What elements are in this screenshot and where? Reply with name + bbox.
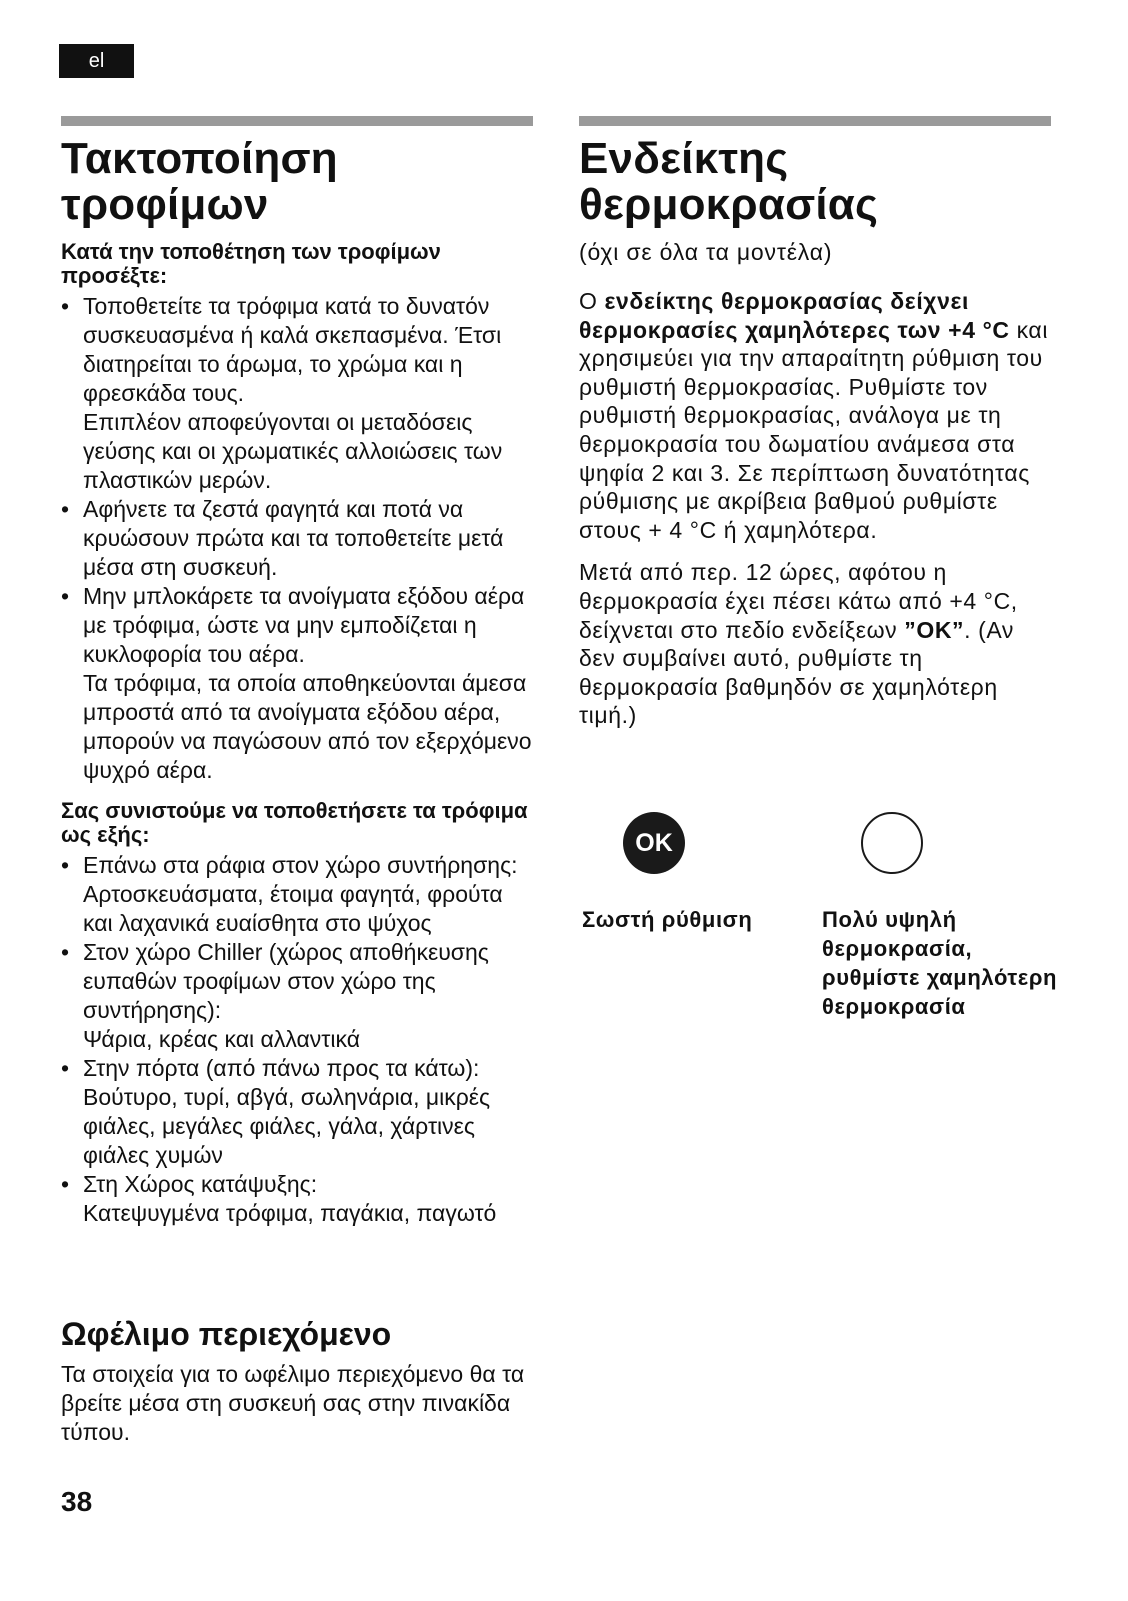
language-tab: el [59, 44, 134, 78]
para-text: Μετά από περ. 12 ώρες, αφότου η θερμοκρασία έχει πέσει κάτω από +4 °C, δείχνεται στο πεδίο ενδείξεων [579, 559, 1018, 643]
title-line: Ενδείκτης [579, 134, 789, 183]
list-item [61, 851, 533, 938]
lead-text: Κατά την τοποθέτηση των τροφίμων προσέξτε: [61, 239, 441, 288]
list-item-main: • Επάνω στα ράφια στον χώρο συντήρησης: [83, 852, 518, 878]
caption-correct-setting: Σωστή ρύθμιση [582, 907, 753, 932]
list-item-main: • Αφήνετε τα ζεστά φαγητά και ποτά να κρυώσουν πρώτα και τα τοποθετείτε μετά μέσα στη συσκευή. [83, 496, 504, 580]
title-line: Τακτοποίηση [61, 134, 338, 183]
list-item-extra: Κατεψυγμένα τρόφιμα, παγάκια, παγωτό [83, 1200, 497, 1226]
list-item-extra: Αρτοσκευάσματα, έτοιμα φαγητά, φρούτα και λαχανικά ευαίσθητα στο ψύχος [83, 881, 503, 936]
list-item-main: • Τοποθετείτε τα τρόφιμα κατά το δυνατόν συσκευασμένα ή καλά σκεπασμένα. Έτσι διατηρείται το άρωμα, το χρώμα και η φρεσκάδα τους. [83, 293, 502, 406]
empty-indicator-icon [861, 812, 923, 874]
placement-list [61, 851, 533, 1228]
section-rule [579, 116, 1051, 126]
page-number: 38 [61, 1486, 93, 1517]
section-title-food-storage [61, 136, 533, 228]
list-item [61, 292, 533, 495]
list-item [61, 1054, 533, 1170]
list-item-main: • Μην μπλοκάρετε τα ανοίγματα εξόδου αέρα με τρόφιμα, ώστε να μην εμποδίζεται η κυκλοφορία του αέρα. [83, 583, 525, 667]
section-title-useful-content: Ωφέλιμο περιεχόμενο [61, 1316, 392, 1352]
list-item [61, 582, 533, 785]
section-rule [61, 116, 533, 126]
para-bold: ενδείκτης θερμοκρασίας δείχνει θερμοκρασίες χαμηλότερες των +4 °C [579, 288, 1010, 343]
section-title-temperature-indicator [579, 136, 1051, 228]
list-item [61, 938, 533, 1054]
storage-tips-list [61, 292, 533, 785]
para-text: και χρησιμεύει για την απαραίτητη ρύθμιση του ρυθμιστή θερμοκρασίας. Ρυθμίστε τον ρυθμιστή θερμοκρασίας, ανάλογα με τη θερμοκρασία του δωματίου ανάμεσα στα ψηφία 2 και 3. Σε περίπτωση δυνατότητας ρύθμισης με ακρίβεια βαθμού ρυθμίστε στους + 4 °C ή χαμηλότερα. [579, 316, 1049, 543]
left-column [61, 116, 533, 1228]
list-item [61, 495, 533, 582]
indicator-description [579, 287, 1051, 544]
lead-text-recommendation: Σας συνιστούμε να τοποθετήσετε τα τρόφιμα ως εξής: [61, 798, 528, 847]
para-text: Ο [579, 288, 598, 314]
models-note: (όχι σε όλα τα μοντέλα) [579, 239, 833, 265]
list-item-extra: Τα τρόφιμα, τα οποία αποθηκεύονται άμεσα μπροστά από τα ανοίγματα εξόδου αέρα, μπορούν να παγώσουν από τον εξερχόμενο ψυχρό αέρα. [83, 670, 532, 783]
ok-indicator-icon: OK [623, 812, 685, 874]
list-item-main: • Στην πόρτα (από πάνω προς τα κάτω): [83, 1055, 480, 1081]
ok-description [579, 558, 1051, 730]
indicator-illustrations [579, 808, 1059, 878]
caption-too-high: Πολύ υψηλή θερμοκρασία, ρυθμίστε χαμηλότερη θερμοκρασία [822, 907, 1058, 1019]
list-item-extra: Επιπλέον αποφεύγονται οι μεταδόσεις γεύσης και οι χρωματικές αλλοιώσεις των πλαστικών μερών. [83, 409, 503, 493]
useful-content-text: Τα στοιχεία για το ωφέλιμο περιεχόμενο θα τα βρείτε μέσα στη συσκευή σας στην πινακίδα τύπου. [61, 1361, 525, 1445]
right-column [579, 116, 1051, 744]
para-text: . (Αν δεν συμβαίνει αυτό, ρυθμίστε τη θερμοκρασία βαθμηδόν σε χαμηλότερη τιμή.) [579, 616, 1015, 729]
list-item-extra: Ψάρια, κρέας και αλλαντικά [83, 1026, 360, 1052]
title-line: τροφίμων [61, 180, 269, 229]
useful-content-section [61, 1316, 541, 1447]
para-bold: ”OK” [904, 616, 965, 643]
title-line: θερμοκρασίας [579, 180, 879, 229]
list-item-extra: Βούτυρο, τυρί, αβγά, σωληνάρια, μικρές φιάλες, μεγάλες φιάλες, γάλα, χάρτινες φιάλες χυμών [83, 1084, 491, 1168]
list-item [61, 1170, 533, 1228]
list-item-main: • Στη Χώρος κατάψυξης: [83, 1171, 318, 1197]
list-item-main: • Στον χώρο Chiller (χώρος αποθήκευσης ευπαθών τροφίμων στον χώρο της συντήρησης): [83, 939, 489, 1023]
